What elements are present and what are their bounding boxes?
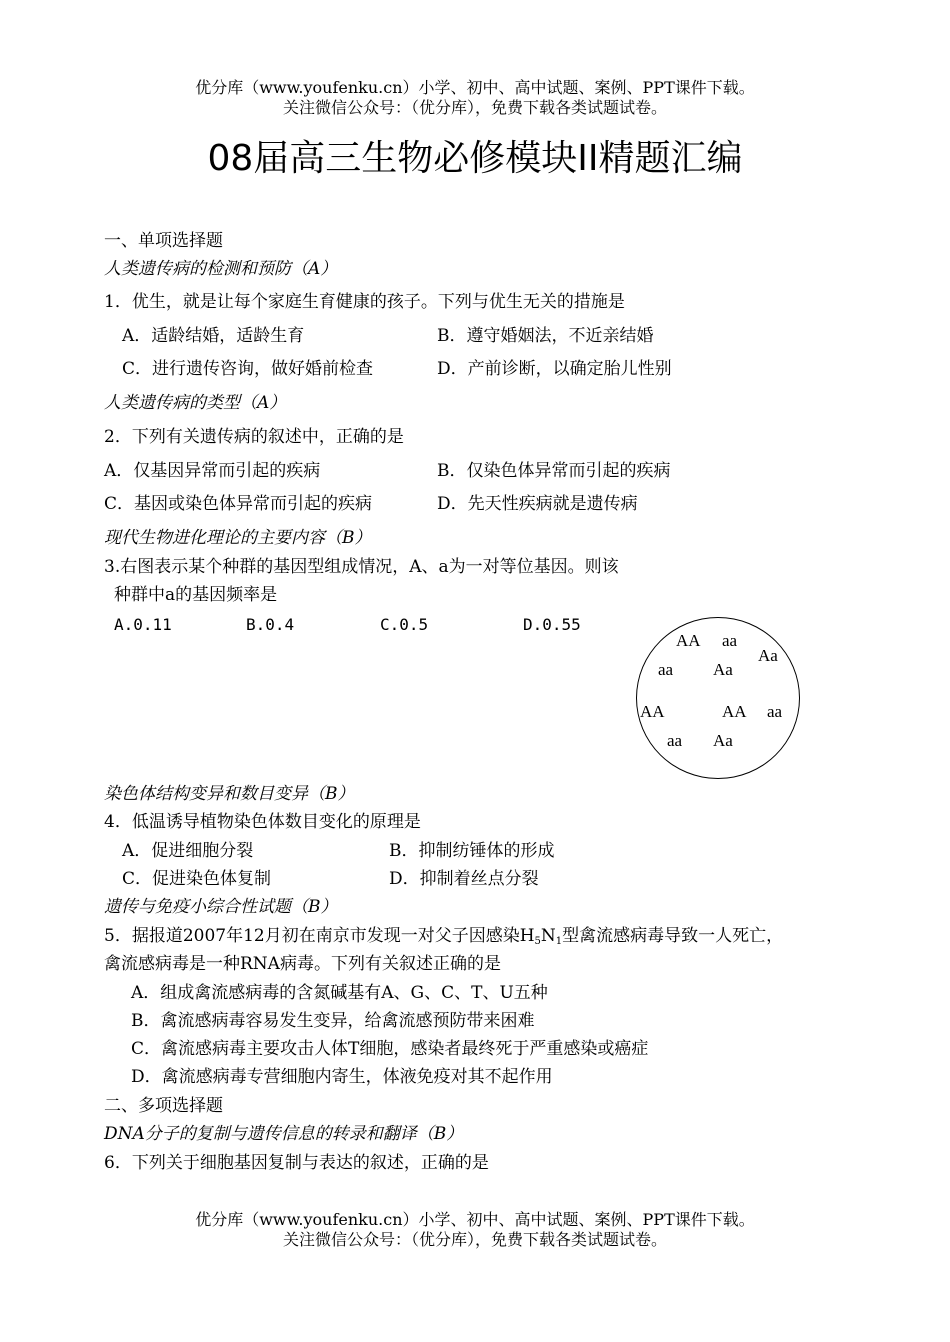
option-a: A．适龄结婚，适龄生育 [122,326,305,346]
option-a: A．组成禽流感病毒的含氮碱基有A、G、C、T、U五种 [131,983,548,1003]
genotype-label: aa [722,631,738,650]
topic-heading: 人类遗传病的类型（A） [104,393,287,413]
genotype-label: AA [722,702,747,721]
section-heading-single-choice: 一、单项选择题 [104,231,223,251]
option-d: D．禽流感病毒专营细胞内寄生，体液免疫对其不起作用 [131,1067,553,1087]
option-a: A.0.11 [114,615,172,634]
genotype-label: Aa [713,660,733,679]
option-b: B．仅染色体异常而引起的疾病 [437,461,671,481]
option-c: C．促进染色体复制 [122,869,272,889]
option-d: D.0.55 [523,615,581,634]
option-b: B．禽流感病毒容易发生变异，给禽流感预防带来困难 [131,1011,535,1031]
population-circle-figure [636,617,800,779]
header-line-2: 关注微信公众号：（优分库），免费下载各类试题试卷。 [282,98,667,117]
question-stem: 6．下列关于细胞基因复制与表达的叙述，正确的是 [104,1153,489,1173]
topic-heading: 染色体结构变异和数目变异（B） [104,784,355,804]
option-a: A．仅基因异常而引起的疾病 [104,461,321,481]
option-b: B．遵守婚姻法，不近亲结婚 [437,326,654,346]
question-stem: 4．低温诱导植物染色体数目变化的原理是 [104,812,421,832]
footer-line-1: 优分库（www.youfenku.cn）小学、初中、高中试题、案例、PPT课件下载。 [195,1210,755,1229]
genotype-label: Aa [713,731,733,750]
question-stem-line-2: 种群中a的基因频率是 [114,585,278,605]
section-heading-multi-choice: 二、多项选择题 [104,1096,223,1116]
genotype-label: aa [658,660,674,679]
genotype-label: Aa [758,646,778,665]
topic-heading: 遗传与免疫小综合性试题（B） [104,897,338,917]
page-title: 08届高三生物必修模块II精题汇编 [207,138,743,179]
question-stem: 2．下列有关遗传病的叙述中，正确的是 [104,427,404,447]
option-d: D．产前诊断，以确定胎儿性别 [437,359,672,379]
option-c: C.0.5 [380,615,429,634]
topic-heading: 现代生物进化理论的主要内容（B） [104,528,372,548]
genotype-label: aa [667,731,683,750]
option-c: C．进行遗传咨询，做好婚前检查 [122,359,374,379]
option-d: D．抑制着丝点分裂 [389,869,539,889]
option-c: C．基因或染色体异常而引起的疾病 [104,494,373,514]
option-d: D．先天性疾病就是遗传病 [437,494,638,514]
question-stem-line-2: 禽流感病毒是一种RNA病毒。下列有关叙述正确的是 [104,954,501,974]
question-stem-line-1: 5．据报道2007年12月初在南京市发现一对父子因感染$H_5N_1$型禽流感病毒导致一人死亡， [104,926,784,947]
option-c: C．禽流感病毒主要攻击人体T细胞，感染者最终死于严重感染或癌症 [131,1039,649,1059]
genotype-label: AA [640,702,665,721]
option-b: B.0.4 [246,615,295,634]
genotype-label: AA [676,631,701,650]
option-a: A．促进细胞分裂 [122,841,254,861]
header-line-1: 优分库（www.youfenku.cn）小学、初中、高中试题、案例、PPT课件下载。 [195,78,755,97]
topic-heading: DNA分子的复制与遗传信息的转录和翻译（B） [104,1124,464,1144]
genotype-label: aa [767,702,783,721]
footer-line-2: 关注微信公众号：（优分库），免费下载各类试题试卷。 [282,1230,667,1249]
option-b: B．抑制纺锤体的形成 [389,841,555,861]
question-stem-line-1: 3.右图表示某个种群的基因型组成情况，A、a为一对等位基因。则该 [104,557,619,577]
topic-heading: 人类遗传病的检测和预防（A） [104,259,338,279]
question-stem: 1．优生，就是让每个家庭生育健康的孩子。下列与优生无关的措施是 [104,292,625,312]
